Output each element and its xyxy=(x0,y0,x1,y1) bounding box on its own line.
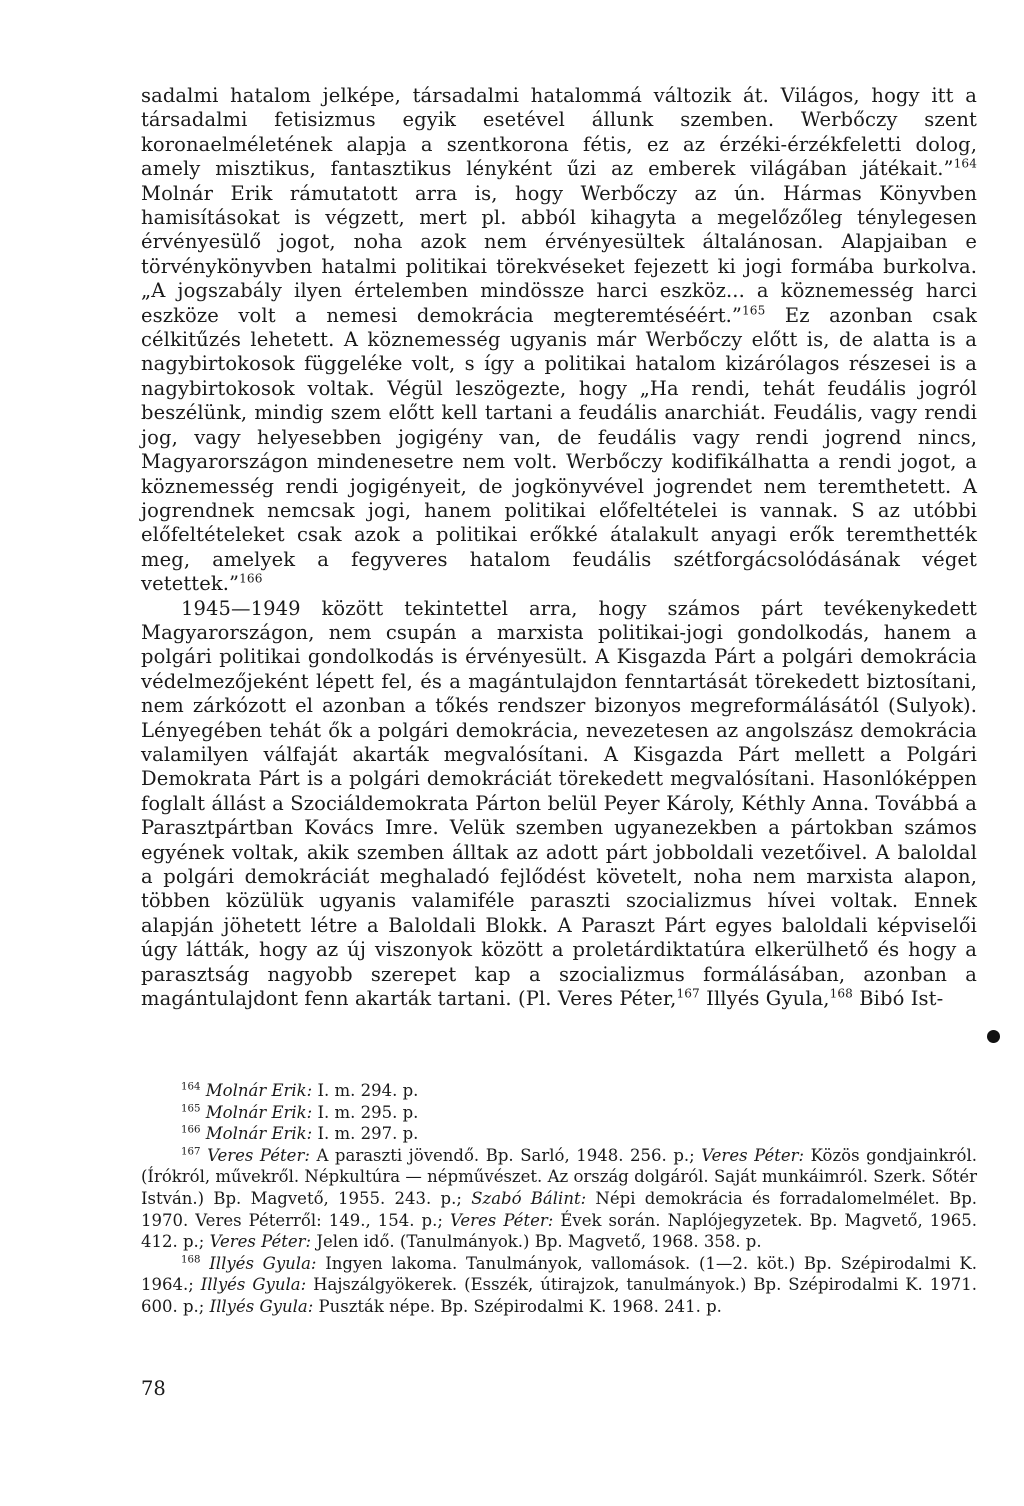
main-text xyxy=(141,84,977,1011)
footnote-number: 164 xyxy=(181,1081,201,1093)
footnote-text: Évek során. Naplójegyzetek. Bp. Magvető, 1965. 412. p.; xyxy=(141,1210,977,1252)
footnote-text: Ingyen lakoma. Tanulmányok, vallomások. (1—2. köt.) Bp. Szépirodalmi K. 1964.; xyxy=(141,1253,977,1295)
footnote-ref: 167 xyxy=(676,986,700,1001)
footnote-author: Molnár Erik: xyxy=(205,1081,313,1100)
footnote-text: Puszták népe. Bp. Szépirodalmi K. 1968. 241. p. xyxy=(313,1296,722,1316)
footnote-author: Veres Péter: xyxy=(209,1232,312,1252)
footnote-164 xyxy=(141,1080,977,1102)
footnote-166 xyxy=(141,1123,977,1145)
footnote-text: I. m. 294. p. xyxy=(312,1081,419,1100)
text-run: Molnár Erik rámutatott arra is, hogy Werbőczy az ún. Hármas Könyvben hamisításokat is végzett, mert pl. abból kihagyta a megelőzőleg ténylegesen érvényesülő jogot, noha azok nem érvényesültek általánosan. Alapjaiban e törvénykönyvben hatalmi politikai törekvéseket fejezett ki jogi formába burkolva. „A jogszabály ilyen értelemben mindössze harci eszköz... a köznemesség harci eszköze volt a nemesi demokrácia megteremtéséért.” xyxy=(141,181,977,327)
footnote-text: Jelen idő. (Tanulmányok.) Bp. Magvető, 1968. 358. p. xyxy=(311,1232,762,1252)
text-run: Ez azonban csak célkitűzés lehetett. A köznemesség ugyanis már Werbőczy előtt is, de alatta is a nagybirtokosok függeléke volt, s így a politikai hatalom kizárólagos részesei is a nagybirtokosok voltak. Végül leszögezte, hogy „Ha rendi, tehát feudális jogról beszélünk, mindig szem előtt kell tartani a feudális anarchiát. Feudális, vagy rendi jog, vagy helyesebben jogigény van, de feudális vagy rendi jogrend nincs, Magyarországon mindenesetre nem volt. Werbőczy kodifikálhatta a rendi jogot, a köznemesség rendi jogigényeit, de jogkönyvével jogrendet nem teremthetett. A jogrendnek nemcsak jogi, hanem politikai előfeltételei is vannak. S az utóbbi előfeltételeket csak azok a politikai erőkké átalakult anyagi erők teremthették meg, amelyek a fegyveres hatalom feudális szétforgácsolódásának véget vetettek.” xyxy=(141,303,977,596)
footnote-text: Népi demokrácia és forradalomelmélet. Bp. 1970. Veres Péterről: 149., 154. p.; xyxy=(141,1188,978,1230)
footnote-author: Molnár Erik: xyxy=(205,1102,313,1122)
footnote-author: Veres Péter: xyxy=(449,1210,554,1230)
text-run: Bibó Ist- xyxy=(852,987,944,1011)
footnote-author: Szabó Bálint: xyxy=(471,1188,587,1208)
paragraph-2 xyxy=(141,597,977,1012)
text-run: Illyés Gyula, xyxy=(699,987,830,1011)
footnote-author: Veres Péter: xyxy=(207,1145,310,1165)
footnote-text: Közös gondjainkról. (Írókról, művekről. Népkultúra — népművészet. Az ország dolgáról. Saját munkáimról. Szerk. Sőtér István.) Bp. Magvető, 1955. 243. p.; xyxy=(141,1145,977,1208)
footnote-165 xyxy=(141,1102,977,1124)
text-run: sadalmi hatalom jelképe, társadalmi hatalommá változik át. Világos, hogy itt a társadalmi fetisizmus egyik esetével állunk szemben. Werbőczy szent koronaelméletének alapja a szentkorona fétis, ez az érzéki-érzékfeletti dolog, amely misztikus, fantasztikus lényként űzi az emberek világában játékait.” xyxy=(141,84,977,181)
footnote-text: A paraszti jövendő. Bp. Sarló, 1948. 256. p.; xyxy=(309,1145,702,1165)
footnote-number: 165 xyxy=(181,1103,201,1115)
footnote-number: 168 xyxy=(181,1254,201,1266)
footnote-ref: 165 xyxy=(742,303,766,318)
footnote-167 xyxy=(141,1145,977,1253)
footnote-number: 166 xyxy=(181,1124,201,1136)
paragraph-1 xyxy=(141,84,977,597)
footnote-text: Hajszálgyökerek. (Esszék, útirajzok, tanulmányok.) Bp. Szépirodalmi K. 1971. 600. p.; xyxy=(141,1275,977,1316)
footnote-author: Illyés Gyula: xyxy=(209,1296,314,1316)
footnote-ref: 168 xyxy=(829,986,853,1001)
text-run: 1945—1949 között tekintettel arra, hogy számos párt tevékenykedett Magyarországon, nem csupán a marxista politikai-jogi gondolkodás, hanem a polgári politikai gondolkodás is érvényesült. A Kisgazda Párt a polgári demokrácia védelmezőjeként lépett fel, és a magántulajdon fenntartását törekedett biztosítani, nem zárkózott el azonban a tőkés rendszer bizonyos megreformálásától (Sulyok). Lényegében tehát ők a polgári demokrácia, nevezetesen az angolszász demokrácia valamilyen válfaját akarták megvalósítani. A Kisgazda Párt mellett a Polgári Demokrata Párt is a polgári demokráciát törekedett megvalósítani. Hasonlóképpen foglalt állást a Szociáldemokrata Párton belül Peyer Károly, Kéthly Anna. Továbbá a Parasztpártban Kovács Imre. Velük szemben ugyanezekben a pártokban számos egyének voltak, akik szemben álltak az adott párt jobboldali vezetőivel. A baloldal a polgári demokráciát meghaladó fejlődést követelt, noha nem marxista alapon, többen közülük ugyanis valamiféle paraszti szocializmus hívei voltak. Ennek alapján jöhetett létre a Baloldali Blokk. A Paraszt Párt egyes baloldali képviselői úgy látták, hogy az új viszonyok között a proletárdiktatúra elkerülhető és hogy a parasztság nagyobb szerepet kap a szocializmus formálásában, azonban a magántulajdont fenn akarták tartani. (Pl. Veres Péter, xyxy=(141,596,977,1011)
page-number: 78 xyxy=(141,1377,166,1400)
margin-dot xyxy=(987,1030,1000,1043)
footnote-text: I. m. 295. p. xyxy=(312,1102,419,1122)
footnote-author: Veres Péter: xyxy=(701,1145,805,1165)
footnotes xyxy=(141,1080,977,1318)
footnote-text: I. m. 297. p. xyxy=(312,1124,419,1144)
footnote-author: Molnár Erik: xyxy=(205,1124,313,1144)
footnote-number: 167 xyxy=(181,1146,201,1158)
footnote-ref: 166 xyxy=(239,571,263,586)
footnote-ref: 164 xyxy=(953,156,977,171)
footnote-author: Illyés Gyula: xyxy=(200,1275,307,1295)
footnote-author: Illyés Gyula: xyxy=(209,1253,317,1273)
footnote-168 xyxy=(141,1253,977,1318)
